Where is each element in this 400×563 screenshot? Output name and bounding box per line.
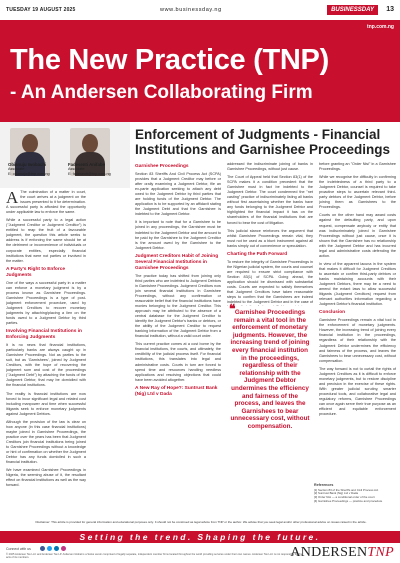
- section-heading: Involving Financial Institutions in Enforcing Judgments: [6, 329, 82, 341]
- section-heading: Judgment Creditors Habit of Joining Several Financial Institutions in Garnishee Proceedings: [135, 253, 219, 271]
- site-url[interactable]: www.businessday.ng: [160, 7, 222, 13]
- article-column-4: [319, 162, 396, 480]
- page-footer: [0, 543, 400, 563]
- section-heading: Charting the Path Forward: [227, 251, 288, 257]
- linkedin-icon[interactable]: [54, 546, 59, 551]
- footer-fine-print: © 2025 Andersen Tax LLC and Andersen Tax LP. Andersen Global is a Swiss verein comprised of legally separate, independent member firms located throughout the world providing services under their own names. Andersen Tax LLC is not responsible for the acts of its members.: [6, 553, 303, 560]
- reference-item: [3] Order Nisi — a conditional order of the court: [314, 495, 375, 500]
- page-number: 13: [386, 6, 394, 13]
- references-heading: References: [314, 483, 334, 487]
- paragraph: Although the provision of the law is clear on how anyone (in this case financial institutions) maybe joined in Garnishee Proceedings, the practice over the years has been that Judgment Creditors join financial institutions being joined to Garnishee Proceedings without a knowledge or hint of confirmation on whether the Judgment Debtor has any funds domiciled in such a financial institution.: [6, 419, 86, 465]
- paragraph: It is important to note that for a Garnishee to be joined in any proceedings, the Garnishee must be indebted to the Judgment Debtor and the amount to be paid by the Garnishee to the Judgment Creditor is the amount owed by the Garnishee to the Judgment Debtor.: [135, 220, 221, 250]
- article-column-1: [6, 190, 86, 520]
- author-2: [68, 162, 111, 177]
- reference-item: [2] Suntrust Bank (Nig) Ltd v Dada: [314, 491, 359, 496]
- paragraph: It is no news that financial institutions, particularly banks are always caught up in Garnishee Proceedings. Not as parties to the suit, but as 'Garnishees', joined by Judgment Creditors, with the hope of recovering the judgment sum and cost of the proceedings ("Judgment Debt") by attaching the funds of the Judgment Debtor, that may be domiciled with the financial institutions.: [6, 343, 86, 388]
- instagram-icon[interactable]: [61, 546, 66, 551]
- logo-accent-text: TNP: [367, 545, 394, 560]
- article-title: Enforcement of Judgments - Financial Institutions and Garnishee Proceedings: [135, 127, 391, 157]
- paragraph: To restore the integrity of Garnishee Proceedings in the Nigerian judicial system, the courts and counsel are required to ensure strict compliance with Section 83(1) of SCPA. Going ahead, the application should be dismissed with substantial costs. Courts are expected to satisfy themselves that Judgment Creditors have taken reasonable steps to confirm that the Garnishees are indeed indebted to the Judgment Debtor and in the case of: [227, 259, 313, 305]
- paragraph: The Court of Appeal held that Section 83(1) of the SCPA makes it a condition precedent that the Garnishee must in fact be indebted to the Judgment Debtor. The court condemned the "net casting" practice of indiscriminately listing all banks without first ascertaining whether the banks have any funds belonging to the Judgment Debtor and highlighted the financial impact it has on the shareholders of the financial institutions that are forced to bear the cost of litigation.: [227, 175, 313, 225]
- paragraph: Section 83 Sheriffs And Civil Process Act (SCPA) provides that a Judgment Creditor may before or after orally examining a Judgment Debtor, file an ex-parte application seeking to attach any debt owed to the Judgment Debtor by third parties that are holding funds of the Judgment Debtor. The application is to be supported by an affidavit stating the Judgment Debt and that the Garnishee is indebted to the Judgment Debtor.: [135, 172, 221, 217]
- reference-item: [1] Section 83 of the Sheriffs and Civil Process Act: [314, 487, 379, 492]
- article-column-3: [227, 162, 313, 306]
- section-heading: A Party's Right to Enforce Judgments: [6, 266, 66, 278]
- paragraph: While a successful party to a legal action ("Judgment Creditor or Judgment Creditor") is entitled to reap the fruit of a favourable judgment, the question this article seeks to address is if enforcing the same should be at the detriment or inconvenience of individuals or corporate entities, especially financial institutions that were not parties or involved in the matter.: [6, 218, 86, 263]
- hero-subtitle: - An Andersen Collaborating Firm: [10, 82, 313, 103]
- author-email[interactable]: E: obianuju@tnp.com.ng: [8, 172, 50, 176]
- author-name: Obianuju Iwobachi: [8, 162, 47, 167]
- paragraph: Garnishee Proceedings remain a vital tool in the enforcement of monetary judgments. However, the increasing trend of joining every financial institution in the proceedings, regardless of their relationship with the Judgment Debtor undermines the efficiency and fairness of the process, and leaves the Garnishees to bear unnecessary cost, without compensation.: [319, 318, 396, 363]
- pull-quote: [227, 302, 313, 475]
- twitter-icon[interactable]: [47, 546, 52, 551]
- hero-title: The New Practice (TNP): [10, 44, 329, 76]
- paragraph: We have examined Garnishee Proceedings in Nigeria, the seeming abuse of it, the resultant effect on financial institutions as well as the way forward.: [6, 468, 86, 488]
- brand-logo: BUSINESSDAY: [327, 5, 378, 15]
- paragraph: One of the ways a successful party in a matter can enforce a monetary judgment is by a process known as Garnishee Proceedings. Garnishee Proceedings is a type of post-judgment enforcement procedure, used by Judgment Creditors to recover monetary judgments by attaching/placing a lien on the funds owed to a Judgment Debtor by third parties.: [6, 280, 86, 326]
- section-heading: A New Ray of Hope?: Suntrust Bank (Nig) Ltd v Dada: [135, 385, 218, 397]
- page-header: [0, 0, 400, 20]
- issue-date: TUESDAY 19 AUGUST 2025: [6, 7, 76, 13]
- author-panel: [0, 122, 130, 188]
- paragraph: While we recognise the difficulty in confirming the indebtedness of a third party to a Judgment Debtor, counsel is required to take proactive steps to ascertain relevant third-party debtors of the Judgment Debtor, before joining them as Garnishees to the Proceedings.: [319, 175, 396, 210]
- paragraph: The way forward is not to curtail the rights of Judgment Creditors as it is difficult to enforce monetary judgments, but to restore discipline and precision in the exercise of these rights. With greater judicial scrutiny, smarter procedural tools, and collaborative legal and regulatory reforms, Garnishee Proceedings can once again serve their true purpose as an efficient and equitable enforcement procedure.: [319, 366, 396, 417]
- reference-item: [4] Garnishee Proceedings — practice and procedure: [314, 498, 383, 503]
- paragraph: The practice today has shifted from joining only third parties who are indebted to Judgment Debtors in Garnishee Proceedings. Judgment Creditors now join several financial institutions in Garnishee Proceedings, without any confirmation or reasonable belief that the financial institutions have monies belonging to the Judgment Creditor. This approach may be attributed to the absence of a central database for the Judgment Creditor to identify the Judgment Debtor's banks or debtors, or the ability of the Judgment Creditor to request banking information of the Judgment Debtor from a financial institution, without a valid court order.: [135, 273, 221, 339]
- article-column-2: [135, 162, 221, 520]
- facebook-icon[interactable]: [40, 546, 45, 551]
- section-heading: Garnishee Proceedings: [135, 164, 189, 169]
- author-email[interactable]: E: fadesenti@tnp.com.ng: [68, 172, 111, 176]
- author-name: Fadesenti Anifabe: [68, 162, 105, 167]
- connect-label: Connect with us: [6, 547, 31, 551]
- pull-quote-text: Garnishee Proceedings remain a vital tool in the enforcement of monetary judgments. However, the increasing trend of joining every financial institution in the proceedings, regardless of their relationship with the Judgment Debtor undermines the efficiency and fairness of the process, and leaves the Garnishees to bear unnecessary cost, without compensation.: [230, 309, 310, 430]
- author-1: [8, 162, 50, 177]
- author-role: Associate: [68, 167, 85, 171]
- paragraph: This judicial stance reinforces the argument that whilst Garnishee Proceedings remain vital, they must not be used as a blunt instrument against all banks simply out of convenience or speculation.: [227, 228, 313, 248]
- logo-main-text: ANDERSEN: [290, 545, 368, 560]
- paragraph: addressed the indiscriminate joining of banks in Garnishee Proceedings, without just cause.: [227, 162, 313, 172]
- quote-mark-icon: ❝: [229, 302, 236, 316]
- tagline-banner: Setting the trend. Shaping the future.: [0, 531, 400, 543]
- paragraph: before granting an "Order Nisi" in a Garnishee Proceedings.: [319, 162, 396, 172]
- paragraph: In view of the apparent lacuna in the system that makes it difficult for Judgment Creditors to ascertain or confirm third-party debtors or banks maintaining accounts with their Judgment Debtors, there may be a need to amend the extant laws to allow successful litigants (Judgment Creditors) request from relevant authorities information regarding a Judgment Debtor's financial institution.: [319, 261, 396, 307]
- intro-paragraph: A The culmination of a matter in court, the court arrives at a judgment on the issues presented to it for determination. A successful party is afforded the opportunity under applicable law to enforce the same.: [6, 190, 86, 215]
- andersen-logo: [290, 545, 394, 561]
- drop-cap: A: [6, 190, 19, 207]
- hero-banner: [0, 20, 400, 122]
- paragraph: Courts on the other hand may award costs against the defaulting party, and upon request, compensate anybody or entity that was indiscriminately joined in Garnishee Proceedings without just cause, once it is shown that the Garnishee has no relationship with the Judgment Debtor and has incurred legal and administrative costs defending the action.: [319, 213, 396, 258]
- references: [314, 484, 396, 504]
- author-role: Associate: [8, 167, 25, 171]
- hero-tag[interactable]: tnp.com.ng: [367, 24, 394, 30]
- paragraph: The reality is financial institutions are now forced to incur significant legal and related cost including manpower and time when successful litigants seek to enforce monetary judgments against Judgment Debtors.: [6, 391, 86, 416]
- disclaimer: Disclaimer: This article is provided for general information and educational purposes only. It should not be construed as legal advice from TNP or the author. We advise that you seek legal and/or other professional advice on issues raised in the article.: [35, 520, 367, 524]
- paragraph: This current practice comes at a cost borne by the financial institutions, the courts, and ultimately, the credibility of the judicial process itself. For financial institutions, this translates into legal and administrative costs. Courts in turn are forced to spend time and resources handling needless applications and resolving objections that could have been avoided altogether.: [135, 342, 221, 382]
- section-heading: Conclusion: [319, 310, 346, 316]
